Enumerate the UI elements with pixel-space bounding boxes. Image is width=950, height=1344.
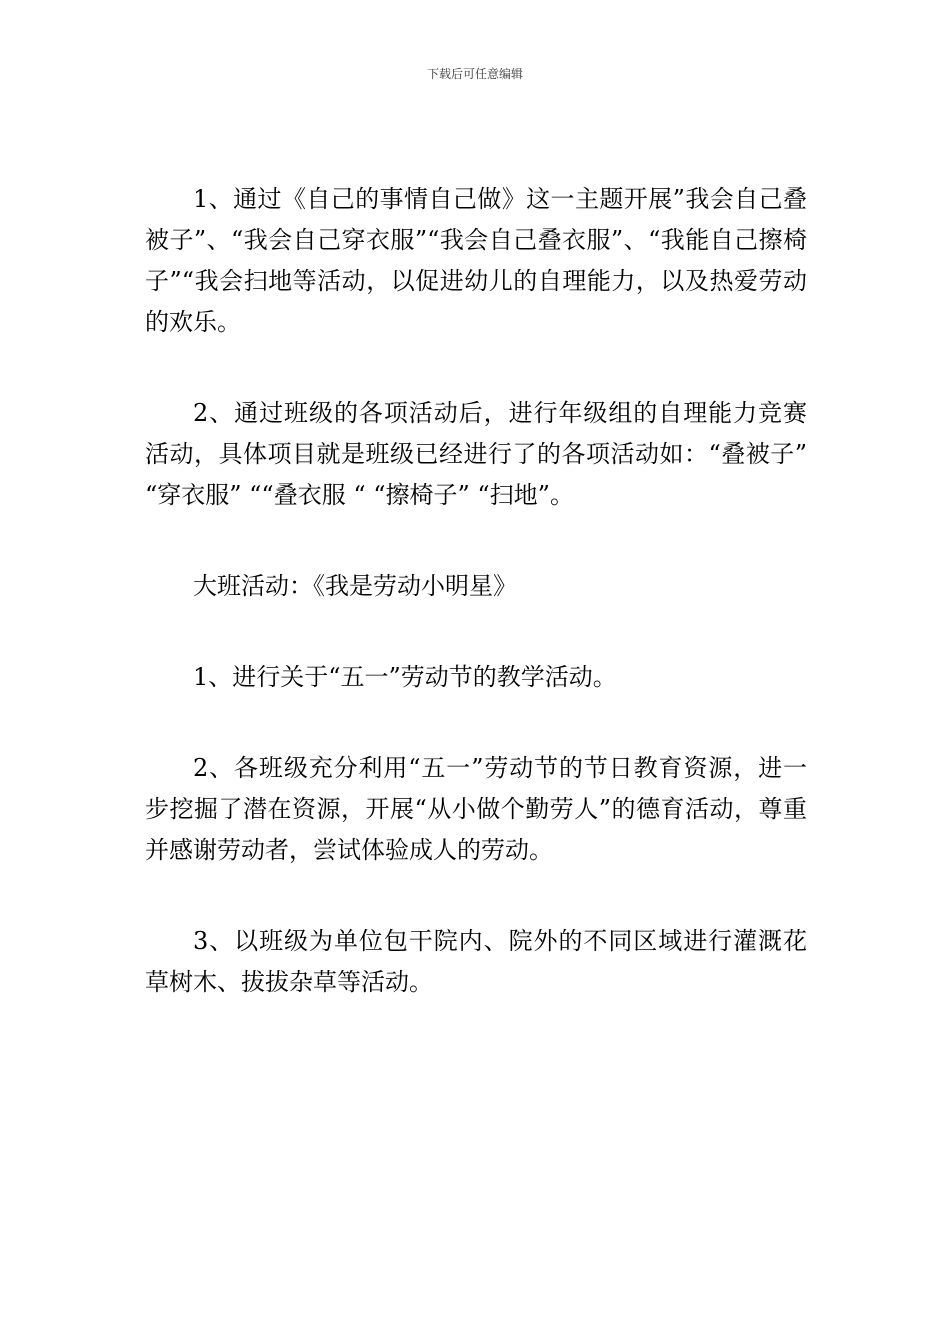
header-note: 下载后可任意编辑 — [426, 67, 523, 81]
section-heading: 大班活动：《我是劳动小明星》 — [193, 572, 517, 600]
document-body — [145, 179, 807, 1053]
paragraph-2: 2、通过班级的各项活动后，进行年级组的自理能力竞赛活动，具体项目就是班级已经进行了的各项活动如：“叠被子” “穿衣服” ““叠衣服 “ “擦椅子” “扫地”。 — [145, 399, 807, 509]
paragraph-5: 3、以班级为单位包干院内、院外的不同区域进行灌溉花草树木、拔拔杂草等活动。 — [145, 927, 807, 996]
paragraph-1: 1、通过《自己的事情自己做》这一主题开展”我会自己叠被子”、“我会自己穿衣服”“我会自己叠衣服”、“我能自己擦椅子”“我会扫地等活动，以促进幼儿的自理能力，以及热爱劳动的欢乐。 — [145, 185, 807, 336]
paragraph-3: 1、进行关于“五一”劳动节的教学活动。 — [193, 663, 617, 691]
paragraph-4: 2、各班级充分利用“五一”劳动节的节日教育资源，进一步挖掘了潜在资源，开展“从小做个勤劳人”的德育活动，尊重并感谢劳动者，尝试体验成人的劳动。 — [145, 754, 807, 864]
